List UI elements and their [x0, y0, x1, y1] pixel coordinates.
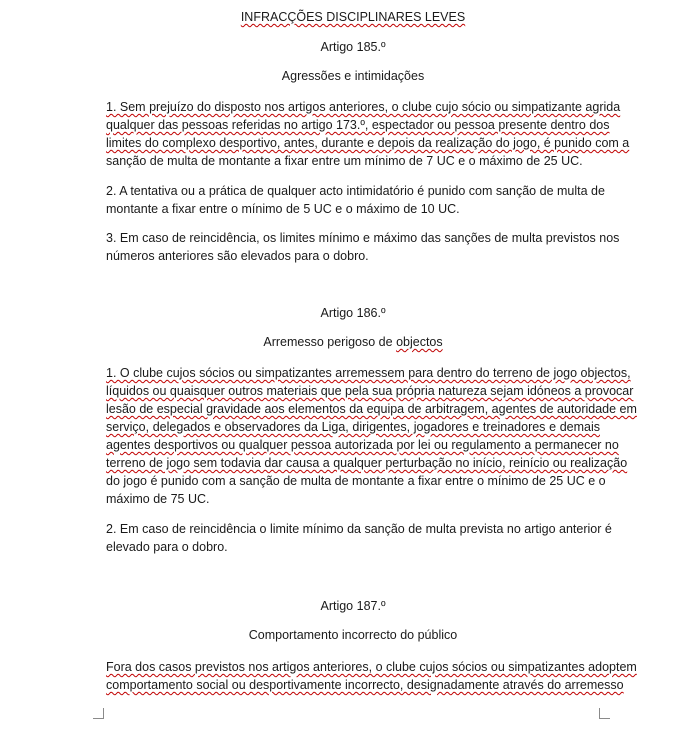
paragraph: Fora dos casos previstos nos artigos anteriores, o clube cujos sócios ou simpatizantes adoptem comportamento social ou desportivamente incorrecto, designadamente através do arremesso	[106, 660, 637, 692]
article-number: Artigo 186.º	[320, 306, 386, 320]
paragraph: 2. Em caso de reincidência o limite mínimo da sanção de multa prevista no artigo anterior é elevado para o dobro.	[106, 522, 612, 554]
paragraph: 1. Sem prejuízo do disposto nos artigos anteriores, o clube cujo sócio ou simpatizante agrida qualquer das pessoas referidas no artigo 173.º, espectador ou pessoa presente dentro dos limites do complexo desportivo, antes, durante e depois da realização do jogo, é punido com a sanção de multa de montante a fixar entre um mínimo de 7 UC e o máximo de 25 UC.	[106, 100, 630, 168]
article-number: Artigo 187.º	[320, 599, 386, 613]
paragraph: 3. Em caso de reincidência, os limites mínimo e máximo das sanções de multa previstos nos números anteriores são elevados para o dobro.	[106, 231, 620, 263]
paragraph: 1. O clube cujos sócios ou simpatizantes arremessem para dentro do terreno de jogo objectos, líquidos ou quaisquer outros materiais que pela sua própria natureza sejam idóneos a provocar lesão de especial gravidade aos elementos da equipa de arbitragem, agentes de autoridade em serviço, delegados e observadores da Liga, dirigentes, jogadores e treinadores e demais agentes desportivos ou qualquer pessoa autorizada por lei ou regulamento a permanecer no terreno de jogo sem todavia dar causa a qualquer perturbação no início, reinício ou realização do jogo é punido com a sanção de multa de montante a fixar entre o mínimo de 25 UC e o máximo de 75 UC.	[106, 366, 637, 506]
corner-mark	[93, 708, 104, 719]
section-title: INFRACÇÕES DISCIPLINARES LEVES	[240, 10, 466, 24]
corner-mark	[599, 708, 610, 719]
article-heading: Agressões e intimidações	[281, 69, 425, 83]
article-heading: Arremesso perigoso de objectos	[263, 335, 443, 349]
paragraph: 2. A tentativa ou a prática de qualquer acto intimidatório é punido com sanção de multa de montante a fixar entre o mínimo de 5 UC e o máximo de 10 UC.	[106, 184, 605, 216]
article-heading: Comportamento incorrecto do público	[248, 628, 458, 642]
article-number: Artigo 185.º	[320, 40, 386, 54]
